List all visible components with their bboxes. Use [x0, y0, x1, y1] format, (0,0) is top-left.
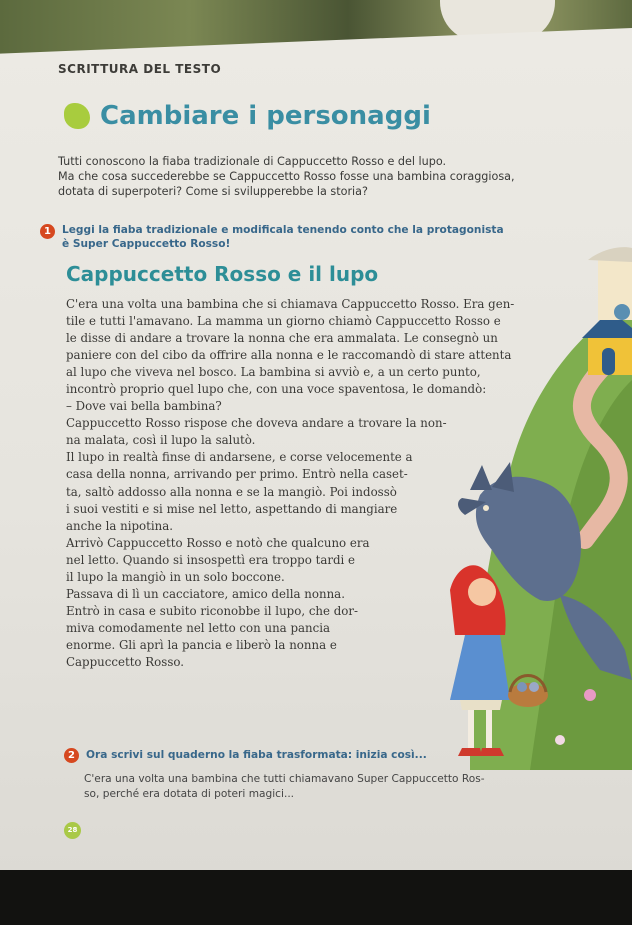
story-line: casa della nonna, arrivando per primo. Entrò nella caset-	[66, 467, 408, 482]
exercise-number-badge: 1	[40, 224, 55, 239]
story-line: al lupo che viveva nel bosco. La bambina si avviò e, a un certo punto,	[66, 365, 481, 380]
intro-line: dotata di superpoteri? Come si svilupperebbe la storia?	[58, 185, 368, 198]
intro-line: Ma che cosa succederebbe se Cappuccetto Rosso fosse una bambina coraggiosa,	[58, 170, 515, 183]
story-line: na malata, così il lupo la salutò.	[66, 433, 256, 448]
flower-decoration	[584, 689, 596, 701]
story-line: anche la nipotina.	[66, 518, 174, 533]
starter-line: C'era una volta una bambina che tutti chiamavano Super Cappuccetto Ros-	[84, 773, 485, 785]
tower-decoration	[588, 247, 632, 320]
story-line: Cappuccetto Rosso.	[66, 654, 185, 669]
section-label: SCRITTURA DEL TESTO	[58, 62, 222, 76]
story-line: C'era una volta una bambina che si chiamava Cappuccetto Rosso. Era gen-	[66, 297, 515, 311]
intro-paragraph	[58, 154, 598, 199]
story-line: Arrivò Cappuccetto Rosso e notò che qualcuno era	[66, 535, 370, 550]
story-line: – Dove vai bella bambina?	[66, 399, 222, 414]
story-line: i suoi vestiti e si mise nel letto, aspettando di mangiare	[66, 501, 398, 516]
story-line: paniere con del cibo da offrire alla nonna e le raccomandò di stare attenta	[66, 348, 512, 363]
starter-line: so, perché era dotata di poteri magici...	[84, 788, 295, 800]
flower-decoration	[555, 735, 565, 745]
story-line: ta, saltò addosso alla nonna e se la mangiò. Poi indossò	[66, 484, 397, 499]
story-title: Cappuccetto Rosso e il lupo	[66, 262, 379, 286]
story-illustration	[410, 240, 632, 770]
story-line: tile e tutti l'amavano. La mamma un giorno chiamò Cappuccetto Rosso e	[66, 314, 501, 329]
story-line: miva comodamente nel letto con una pancia	[66, 620, 331, 635]
photo-background-bottom	[0, 870, 632, 925]
exercise-number-badge: 2	[64, 748, 79, 763]
story-line: incontrò proprio quel lupo che, con una voce spaventosa, le domandò:	[66, 382, 487, 397]
story-line: enorme. Gli aprì la pancia e liberò la nonna e	[66, 637, 337, 652]
instruction-line: Leggi la fiaba tradizionale e modificala tenendo conto che la protagonista	[62, 224, 504, 236]
story-line: il lupo la mangiò in un solo boccone.	[66, 569, 285, 584]
story-line: Il lupo in realtà finse di andarsene, e corse velocemente a	[66, 450, 413, 465]
story-line: Passava di lì un cacciatore, amico della nonna.	[66, 586, 345, 601]
title-leaf-icon	[64, 103, 90, 129]
story-line: Cappuccetto Rosso rispose che doveva andare a trovare la non-	[66, 416, 447, 431]
story-starter	[84, 772, 485, 802]
page-number: 28	[64, 822, 81, 839]
instruction-line: è Super Cappuccetto Rosso!	[62, 238, 231, 250]
page-title: Cambiare i personaggi	[100, 101, 431, 131]
story-line: le disse di andare a trovare la nonna che era ammalata. Le consegnò un	[66, 331, 498, 346]
story-line: nel letto. Quando si insospettì era troppo tardi e	[66, 552, 356, 567]
exercise-2-instruction: Ora scrivi sul quaderno la fiaba trasformata: inizia così...	[86, 749, 427, 761]
story-line: Entrò in casa e subito riconobbe il lupo, che dor-	[66, 603, 359, 618]
intro-line: Tutti conoscono la fiaba tradizionale di Cappuccetto Rosso e del lupo.	[58, 155, 447, 168]
